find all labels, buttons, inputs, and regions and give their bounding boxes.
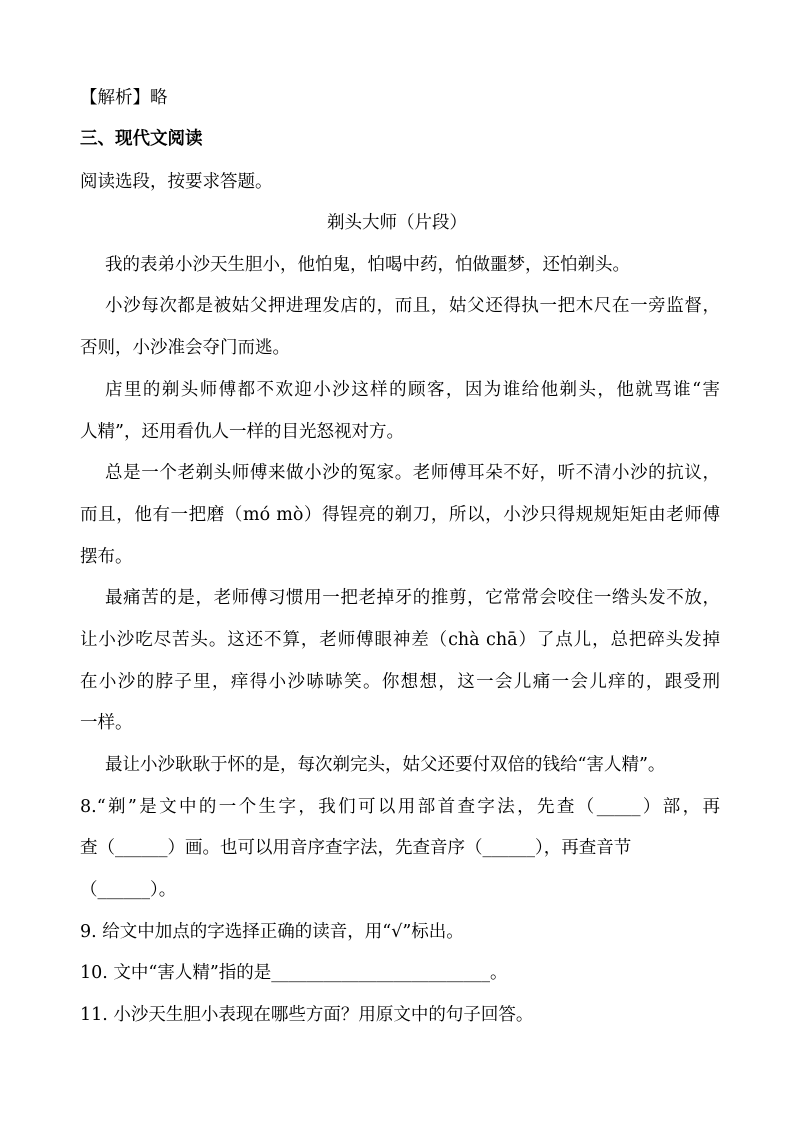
question-8-line: （______）。: [80, 880, 177, 900]
passage-line: 我的表弟小沙天生胆小，他怕鬼，怕喝中药，怕做噩梦，还怕剃头。: [105, 255, 630, 275]
passage-line: 小沙每次都是被姑父押进理发店的，而且，姑父还得执一把木尺在一旁监督，: [105, 296, 720, 316]
passage-line: 最让小沙耿耿于怀的是，每次剃完头，姑父还要付双倍的钱给“害人精”。: [105, 755, 666, 775]
passage-title: 剃头大师（片段）: [327, 213, 467, 233]
question-8-line: 8.“剃”是文中的一个生字，我们可以用部首查字法，先查（_____）部，再: [80, 797, 720, 817]
passage-line: 店里的剃头师傅都不欢迎小沙这样的顾客，因为谁给他剃头，他就骂谁“害: [105, 380, 720, 400]
question-9: 9. 给文中加点的字选择正确的读音，用“√”标出。: [80, 922, 464, 942]
passage-line: 摆布。: [80, 547, 133, 567]
question-11: 11. 小沙天生胆小表现在哪些方面？用原文中的句子回答。: [80, 1005, 534, 1025]
passage-line: 人精”，还用看仇人一样的目光怒视对方。: [80, 422, 404, 442]
passage-line: 而且，他有一把磨（mó mò）得锃亮的剃刀，所以，小沙只得规规矩矩由老师傅: [80, 505, 720, 525]
passage-line: 在小沙的脖子里，痒得小沙哧哧笑。你想想，这一会儿痛一会儿痒的，跟受刑: [80, 672, 720, 692]
instruction-text: 阅读选段，按要求答题。: [80, 172, 273, 192]
passage-line: 总是一个老剃头师傅来做小沙的冤家。老师傅耳朵不好，听不清小沙的抗议，: [105, 463, 720, 483]
passage-line: 让小沙吃尽苦头。这还不算，老师傅眼神差（chà chā）了点儿，总把碎头发掉: [80, 630, 720, 650]
section-heading: 三、现代文阅读: [80, 129, 203, 149]
question-10: 10. 文中“害人精”指的是_________________________。: [80, 963, 508, 983]
analysis-note: 【解析】略: [80, 88, 168, 108]
passage-line: 否则，小沙准会夺门而逃。: [80, 338, 290, 358]
passage-line: 一样。: [80, 713, 133, 733]
question-8-line: 查（______）画。也可以用音序查字法，先查音序（______），再查音节: [80, 838, 632, 858]
passage-line: 最痛苦的是，老师傅习惯用一把老掉牙的推剪，它常常会咬住一绺头发不放，: [105, 588, 720, 608]
